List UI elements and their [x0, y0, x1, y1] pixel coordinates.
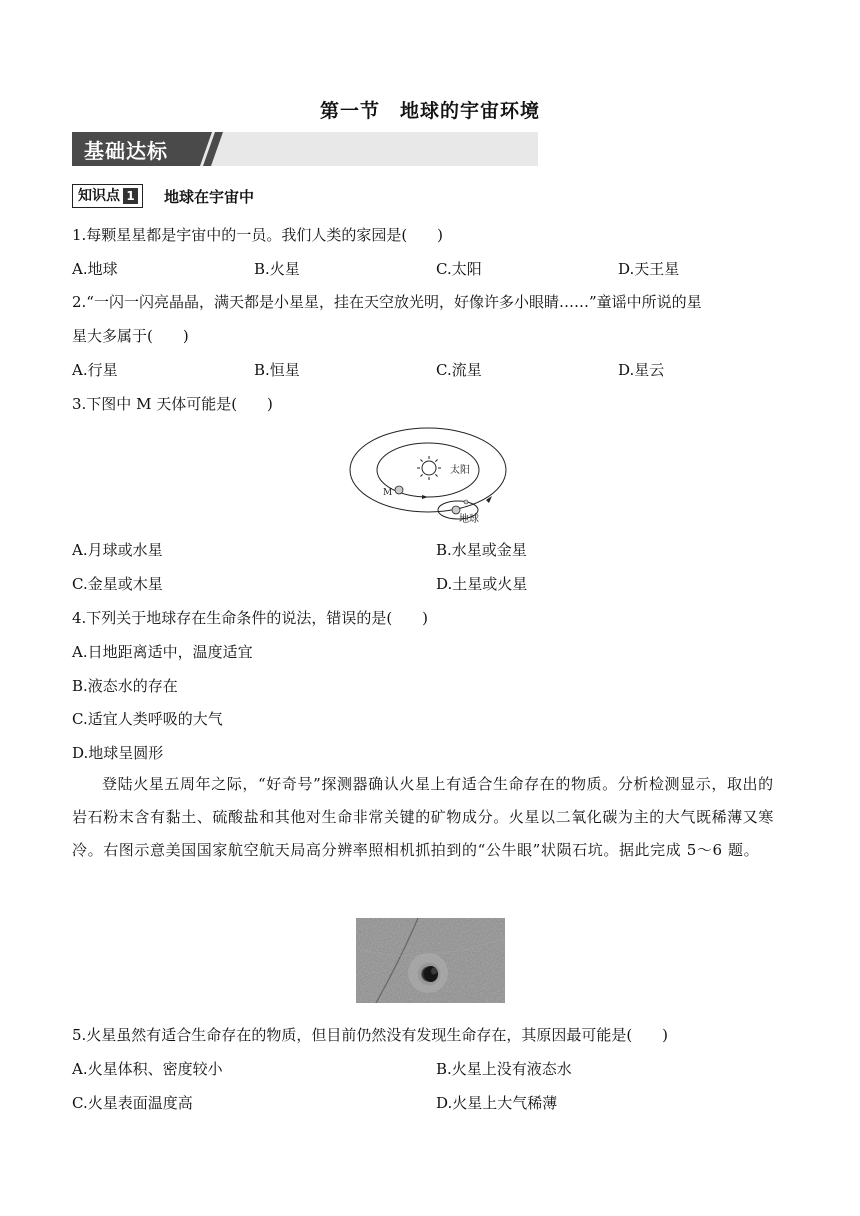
q1-option-b: B.火星: [254, 260, 300, 278]
knowledge-point-number: 1: [123, 188, 138, 204]
q1-option-c: C.太阳: [436, 260, 482, 278]
q2-option-a: A.行星: [72, 361, 118, 379]
crater-photo: [356, 918, 505, 1003]
earth-label: 地球: [459, 514, 479, 525]
inner-orbit-arrow: [422, 495, 428, 499]
banner-label: 基础达标: [84, 139, 168, 163]
moon-dot: [464, 500, 468, 504]
q5-option-c: C.火星表面温度高: [72, 1094, 193, 1112]
question-4-stem: 4.下列关于地球存在生命条件的说法，错误的是( ): [72, 609, 429, 627]
knowledge-point-title: 地球在宇宙中: [164, 188, 255, 206]
q5-option-b: B.火星上没有液态水: [436, 1060, 572, 1078]
page-title: 第一节 地球的宇宙环境: [319, 100, 540, 122]
earth-planet: [452, 506, 460, 514]
q4-option-a: A.日地距离适中，温度适宜: [72, 643, 253, 661]
question-2-stem-line2: 星大多属于( ): [72, 327, 189, 345]
knowledge-point-tag: [72, 184, 143, 208]
passage-paragraph: 登陆火星五周年之际，“好奇号”探测器确认火星上有适合生命存在的物质。分析检测显示，取出的岩石粉末含有黏土、硫酸盐和其他对生命非常关键的矿物成分。火星以二氧化碳为主的大气既稀薄又寒冷。右图示意美国国家航空航天局高分辨率照相机抓拍到的“公牛眼”状陨石坑。据此完成 5～6 题。: [72, 775, 775, 859]
question-1-stem: 1.每颗星星都是宇宙中的一员。我们人类的家园是( ): [72, 226, 444, 244]
q3-option-a: A.月球或水星: [72, 541, 163, 559]
q4-option-b: B.液态水的存在: [72, 677, 178, 695]
question-3-stem: 3.下图中 M 天体可能是( ): [72, 395, 273, 413]
q3-option-d: D.土星或火星: [436, 575, 528, 593]
q5-option-a: A.火星体积、密度较小: [72, 1060, 223, 1078]
q4-option-d: D.地球呈圆形: [72, 744, 164, 762]
q2-option-b: B.恒星: [254, 361, 300, 379]
q2-option-c: C.流星: [436, 361, 482, 379]
q2-option-d: D.星云: [618, 361, 665, 379]
question-2-stem-line1: 2.“一闪一闪亮晶晶，满天都是小星星，挂在天空放光明，好像许多小眼睛……”童谣中所说的星: [72, 293, 702, 311]
q4-option-c: C.适宜人类呼吸的大气: [72, 710, 223, 728]
sun-label: 太阳: [450, 465, 470, 476]
q3-option-b: B.水星或金星: [436, 541, 527, 559]
planet-m: [395, 486, 403, 494]
m-label: M: [383, 488, 393, 498]
q1-option-d: D.天王星: [618, 260, 680, 278]
section-banner: [72, 132, 538, 166]
orbit-diagram: [346, 424, 512, 528]
q3-option-c: C.金星或木星: [72, 575, 163, 593]
question-5-stem: 5.火星虽然有适合生命存在的物质，但目前仍然没有发现生命存在，其原因最可能是( ): [72, 1026, 669, 1044]
knowledge-point-label: 知识点: [78, 188, 120, 204]
q1-option-a: A.地球: [72, 260, 118, 278]
sun-icon: [417, 456, 441, 480]
q5-option-d: D.火星上大气稀薄: [436, 1094, 558, 1112]
